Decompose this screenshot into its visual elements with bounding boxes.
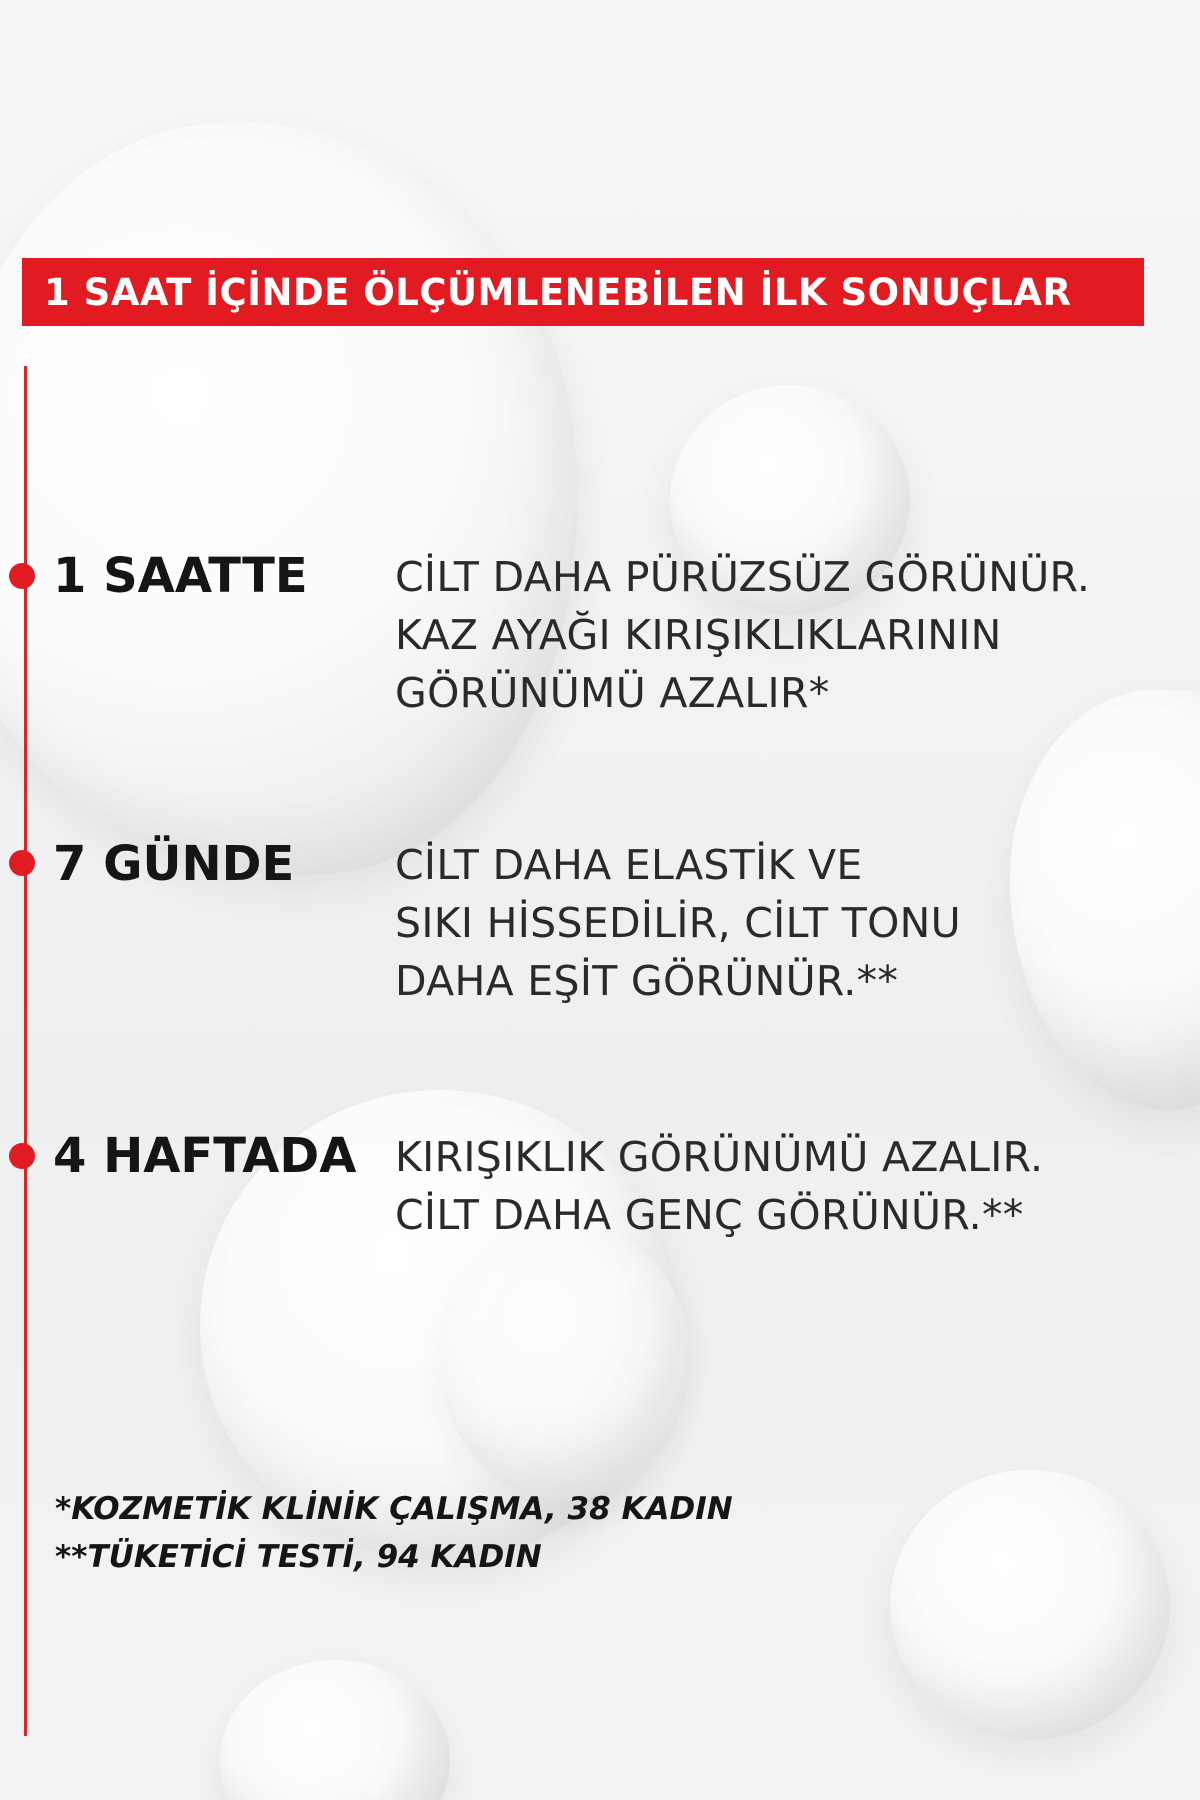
results-header-banner: [22, 258, 1144, 326]
timeline-description-1-hour: [395, 548, 1090, 722]
timeline-label-4-weeks: 4 HAFTADA: [53, 1128, 357, 1184]
description-line: SIKI HİSSEDİLİR, CİLT TONU: [395, 899, 961, 947]
description-line: CİLT DAHA ELASTİK VE: [395, 841, 863, 889]
cream-drop-image: [440, 1220, 690, 1500]
timeline-description-7-days: [395, 836, 961, 1010]
footnotes: [55, 1485, 733, 1581]
timeline-label-7-days: 7 GÜNDE: [53, 836, 295, 892]
timeline-dot-2: [9, 850, 35, 876]
footnote-clinical-study: *KOZMETİK KLİNİK ÇALIŞMA, 38 KADIN: [55, 1491, 733, 1527]
footnote-consumer-test: **TÜKETİCİ TESTİ, 94 KADIN: [55, 1539, 542, 1575]
description-line: KAZ AYAĞI KIRIŞIKLIKLARININ: [395, 611, 1002, 659]
cream-drop-image: [0, 79, 630, 921]
description-line: GÖRÜNÜMÜ AZALIR*: [395, 669, 830, 717]
timeline-dot-1: [9, 563, 35, 589]
cream-drop-image: [220, 1660, 450, 1800]
description-line: KIRIŞIKLIK GÖRÜNÜMÜ AZALIR.: [395, 1133, 1044, 1181]
description-line: CİLT DAHA PÜRÜZSÜZ GÖRÜNÜR.: [395, 553, 1091, 601]
timeline-description-4-weeks: [395, 1128, 1043, 1244]
timeline-label-1-hour: 1 SAATTE: [53, 548, 308, 604]
cream-drop-image: [890, 1470, 1170, 1740]
timeline-dot-3: [9, 1143, 35, 1169]
description-line: CİLT DAHA GENÇ GÖRÜNÜR.**: [395, 1191, 1024, 1239]
results-header-title: 1 SAAT İÇİNDE ÖLÇÜMLENEBİLEN İLK SONUÇLAR: [44, 270, 1072, 314]
description-line: DAHA EŞİT GÖRÜNÜR.**: [395, 957, 899, 1005]
cream-drop-image: [1010, 690, 1200, 1110]
